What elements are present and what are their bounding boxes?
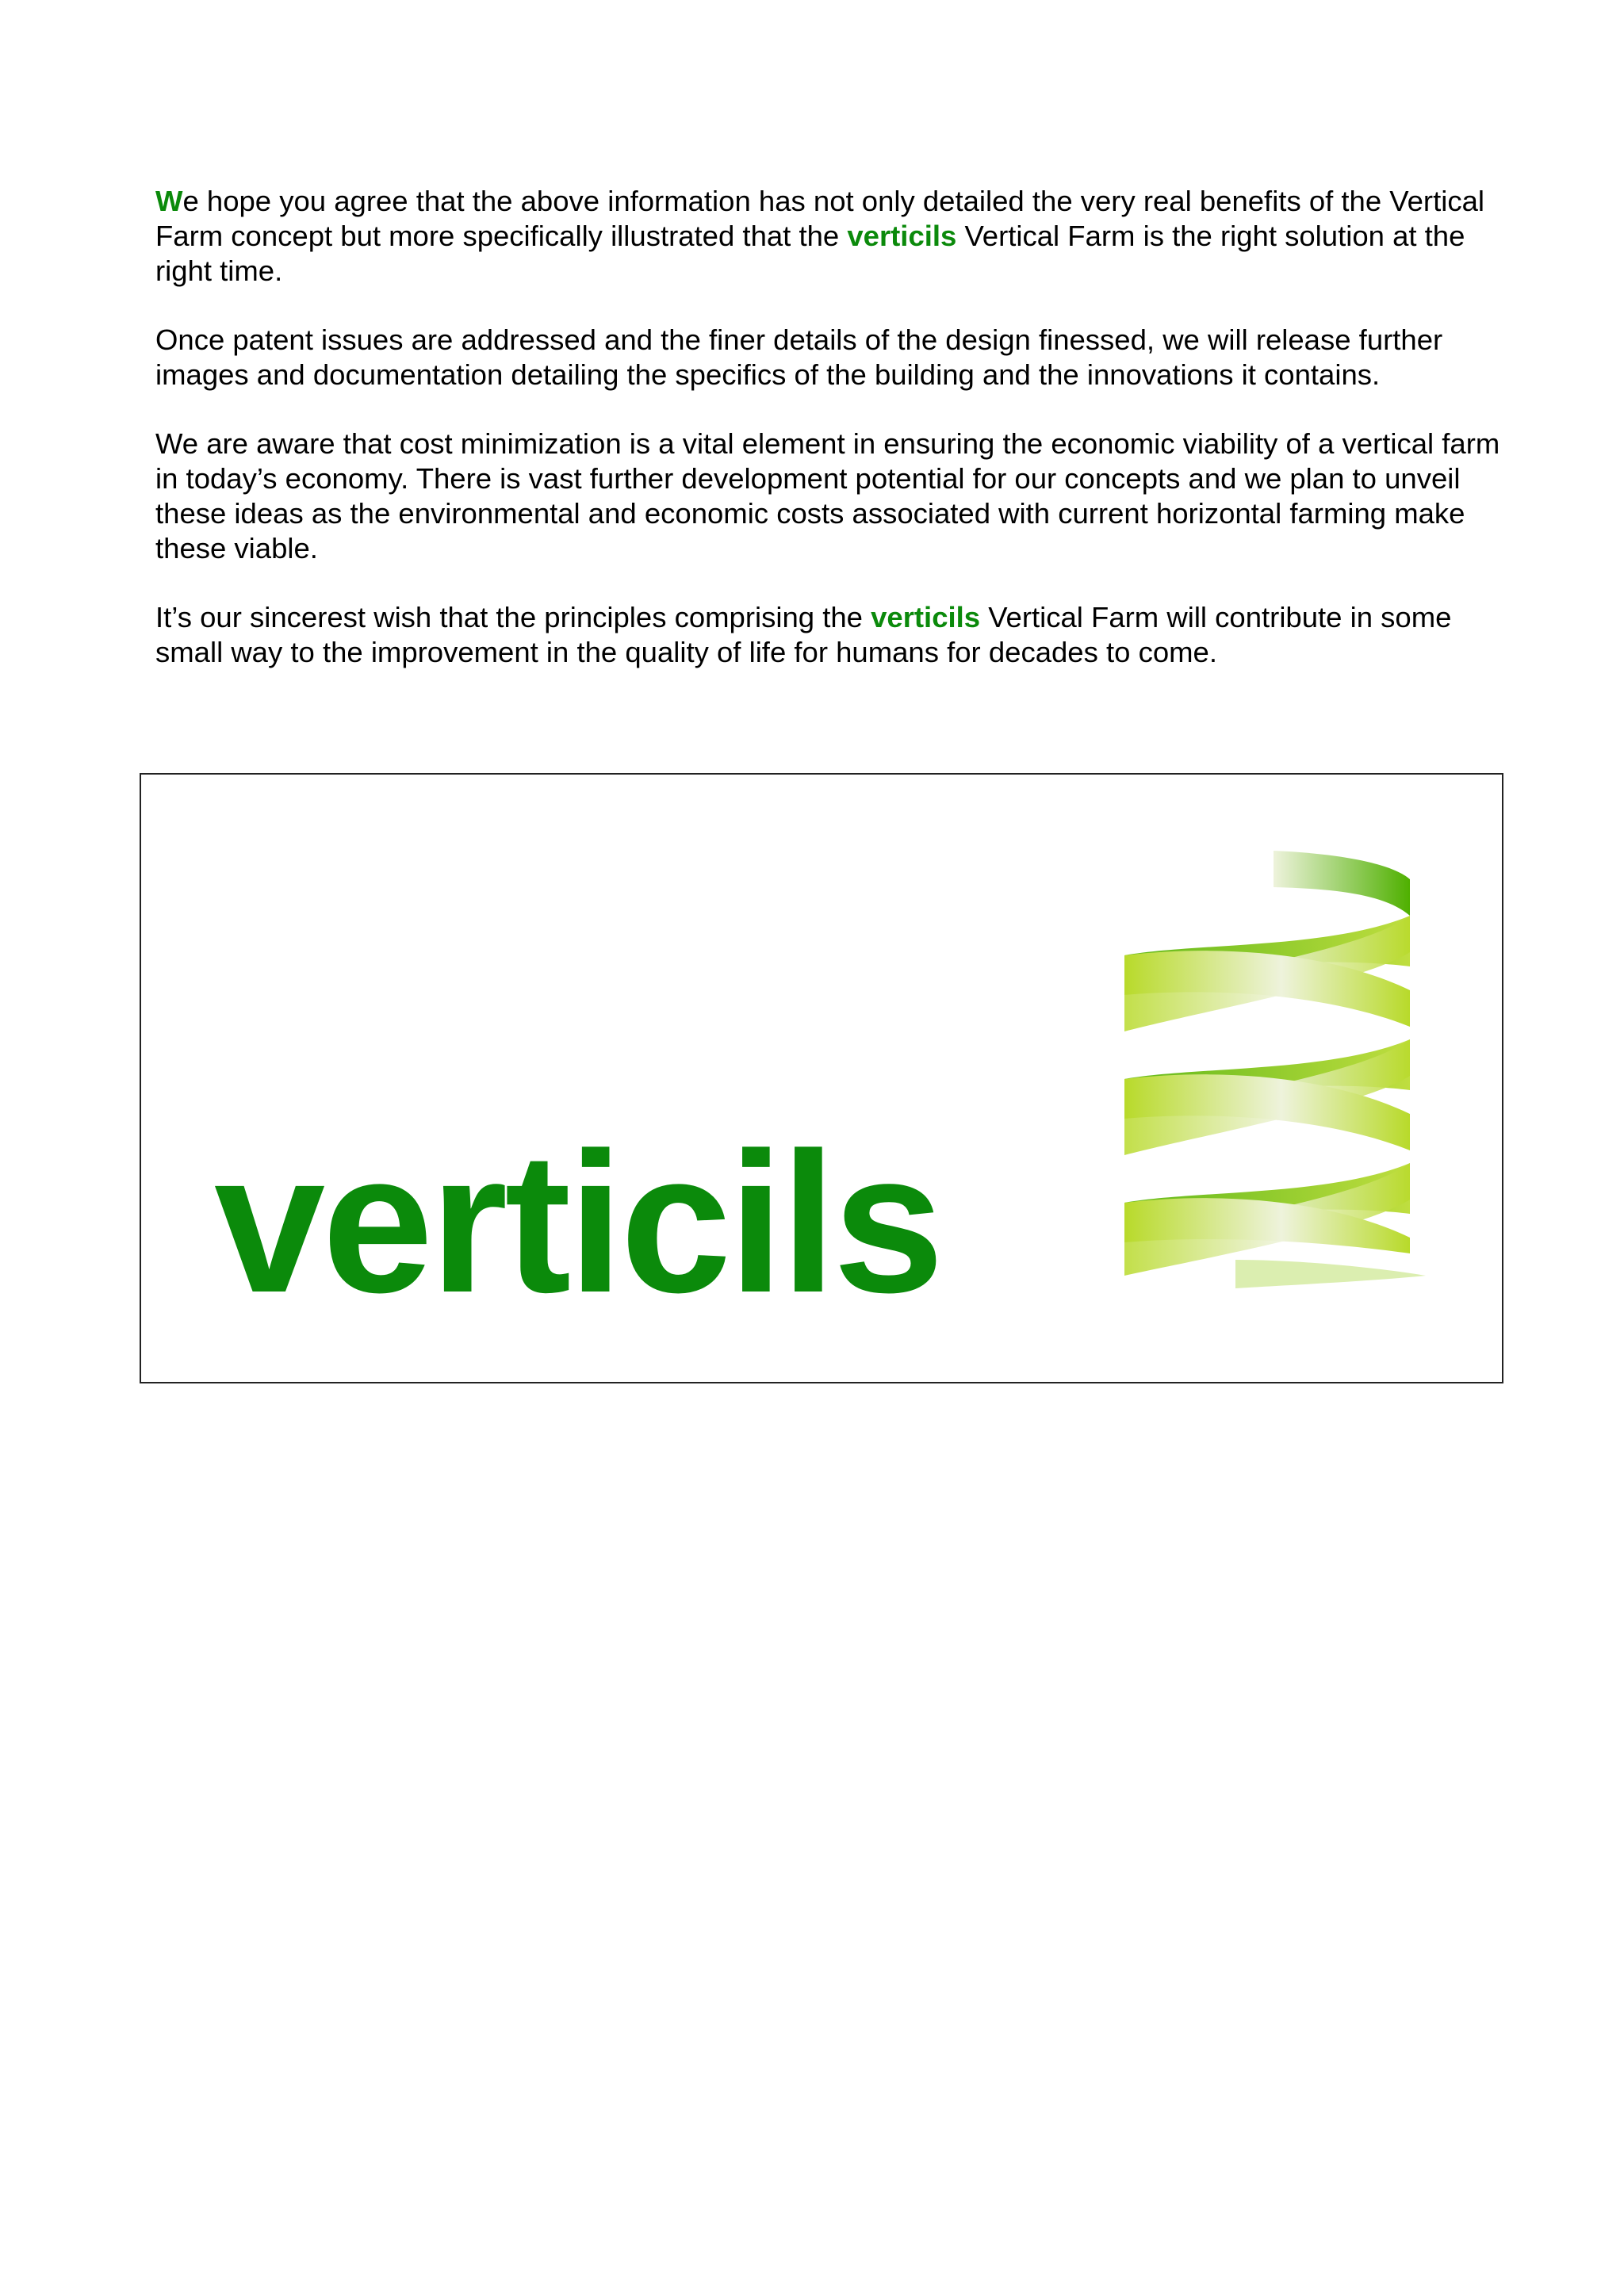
body-text <box>155 184 1503 704</box>
paragraph-2-text: Once patent issues are addressed and the finer details of the design finessed, we will release further images and documentation detailing the specifics of the building and the innovations it contains. <box>155 323 1443 391</box>
brand-name: verticils <box>847 220 957 252</box>
paragraph-1-text-b: Vertical Farm is the right solution at the right time. <box>155 220 1465 287</box>
paragraph-1 <box>155 184 1503 289</box>
paragraph-2 <box>155 323 1503 392</box>
logo-wordmark: verticils <box>214 1112 941 1334</box>
paragraph-1-text-a: e hope you agree that the above information has not only detailed the very real benefits of the Vertical Farm concept but more specifically illustrated that the <box>155 185 1484 252</box>
drop-letter: W <box>155 185 183 217</box>
paragraph-3-text: We are aware that cost minimization is a vital element in ensuring the economic viability of a vertical farm in today’s economy. There is vast further development potential for our concepts and we plan to unveil these ideas as the environmental and economic costs associated with current horizontal farming make these viable. <box>155 427 1500 564</box>
paragraph-4-text-b: Vertical Farm will contribute in some small way to the improvement in the quality of life for humans for decades to come. <box>155 601 1452 668</box>
helix-ribbon-icon <box>1124 848 1442 1292</box>
paragraph-4 <box>155 600 1503 670</box>
logo-figure <box>140 773 1503 1383</box>
brand-name: verticils <box>871 601 981 633</box>
paragraph-4-text-a: It’s our sincerest wish that the principles comprising the <box>155 601 871 633</box>
paragraph-3 <box>155 427 1503 566</box>
